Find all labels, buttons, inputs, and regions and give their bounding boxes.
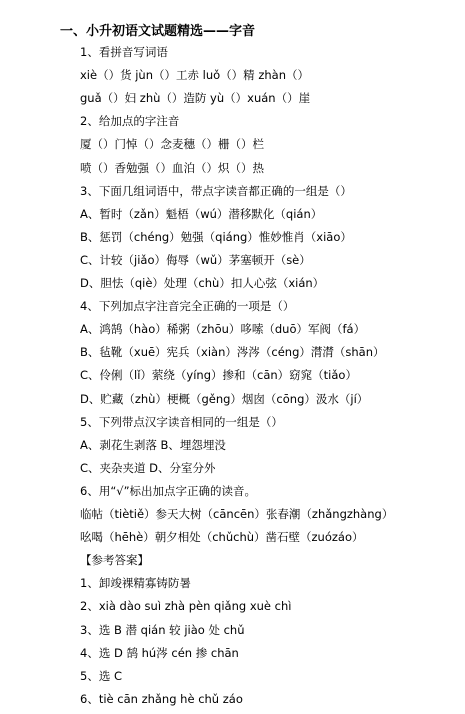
text-line: guǎ（）妇 zhù（）造防 yù（）xuán（）崖 bbox=[80, 91, 311, 106]
text-line: 厦（）门悼（）念麦穗（）栅（）栏 bbox=[80, 137, 264, 152]
text-line: 2、xià dào suì zhà pèn qiǎng xuè chì bbox=[80, 599, 292, 614]
text-line: 3、下面几组词语中，带点字读音都正确的一组是（） bbox=[80, 183, 352, 198]
text-line: 4、下列加点字注音完全正确的一项是（） bbox=[80, 299, 295, 314]
text-line: A、暂时（zǎn）魁梧（wú）潜移默化（qián） bbox=[80, 206, 323, 221]
text-line: B、惩罚（chéng）勉强（qiáng）惟妙惟肖（xiāo） bbox=[80, 229, 352, 244]
text-line: 喷（）香勉强（）血泊（）炽（）热 bbox=[80, 160, 264, 175]
text-line: 2、给加点的字注音 bbox=[80, 114, 180, 129]
text-line: D、贮藏（zhù）梗概（gěng）烟囱（cōng）汲水（jí） bbox=[80, 391, 369, 406]
text-line: 吆喝（hēhè）朝夕相处（chǔchù）凿石壁（zuózáo） bbox=[80, 530, 364, 545]
text-line: 5、选 C bbox=[80, 668, 123, 683]
text-line: 临帖（tiètiě）参天大树（cāncēn）张春潮（zhǎngzhàng） bbox=[80, 507, 394, 521]
text-line: 4、选 D 鹄 hú涔 cén 掺 chān bbox=[80, 645, 239, 660]
text-line: A、剥花生剥落 B、埋怨埋没 bbox=[80, 437, 226, 452]
text-line: 6、tiè cān zhǎng hè chǔ záo bbox=[80, 691, 243, 706]
page-title: 一、小升初语文试题精选——字音 bbox=[60, 24, 256, 39]
text-line: C、伶俐（lǐ）萦绕（yíng）掺和（cān）窈窕（tiǎo） bbox=[80, 368, 357, 383]
text-line: 3、选 B 潜 qián 较 jiào 处 chǔ bbox=[80, 622, 245, 637]
text-line: 5、下列带点汉字读音相同的一组是（） bbox=[80, 414, 283, 429]
text-line: A、鸿鹄（hào）稀粥（zhōu）哆嗦（duō）军阀（fá） bbox=[80, 322, 366, 337]
text-line: 【参考答案】 bbox=[80, 553, 149, 568]
text-line: 1、看拼音写词语 bbox=[80, 45, 168, 59]
text-line: 1、卸竣裸精寡铸防暑 bbox=[80, 576, 191, 591]
text-line: xiè（）货 jùn（）工赤 luǒ（）精 zhàn（） bbox=[80, 68, 309, 83]
text-line: B、毡靴（xuē）宪兵（xiàn）涔涔（céng）潸潸（shān） bbox=[80, 345, 385, 360]
text-line: C、计较（jiǎo）侮辱（wǔ）茅塞顿开（sè） bbox=[80, 252, 311, 267]
text-line: D、胆怯（qiè）处理（chù）扣人心弦（xián） bbox=[80, 276, 325, 290]
text-line: C、夹杂夹道 D、分室分外 bbox=[80, 460, 216, 475]
text-line: 6、用“√”标出加点字正确的读音。 bbox=[80, 483, 257, 498]
